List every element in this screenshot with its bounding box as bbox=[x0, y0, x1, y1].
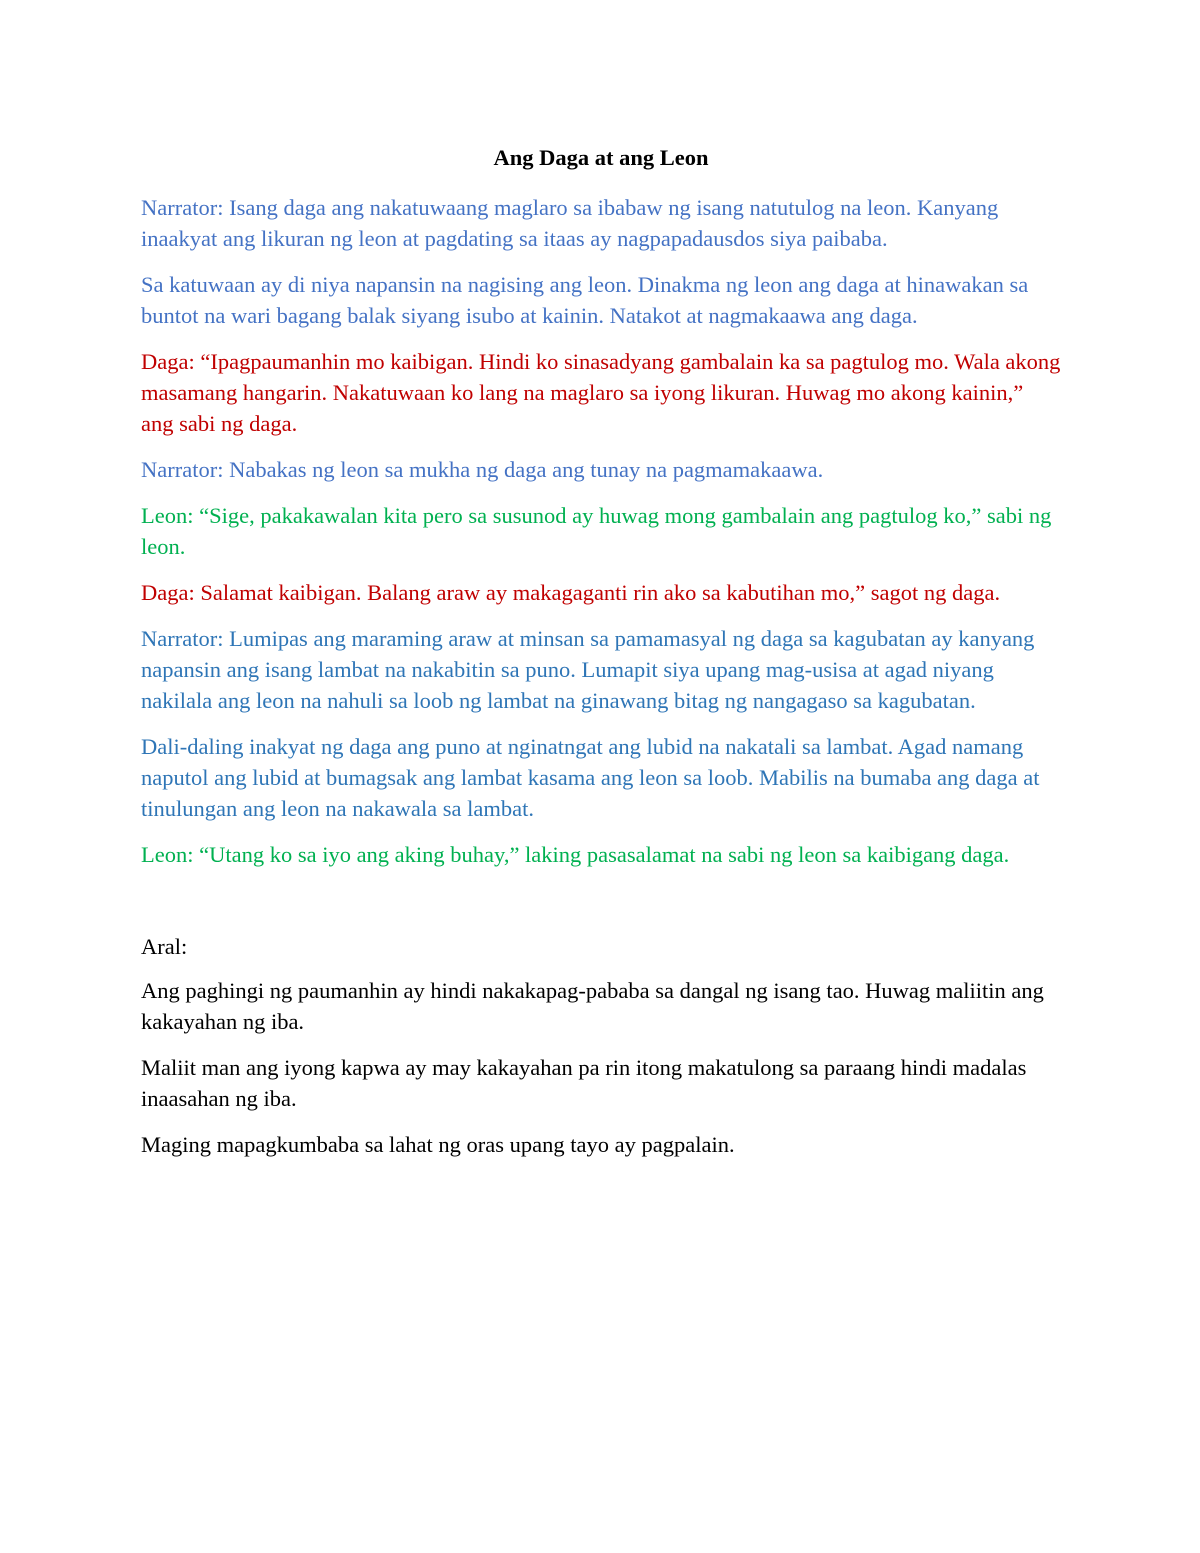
aral-paragraph-3: Maging mapagkumbaba sa lahat ng oras upang tayo ay pagpalain. bbox=[141, 1132, 735, 1157]
aral-heading: Aral: bbox=[141, 934, 188, 959]
section-spacer bbox=[141, 885, 1061, 931]
story-paragraph-leon-1: Leon: “Sige, pakakawalan kita pero sa susunod ay huwag mong gambalain ang pagtulog ko,” sabi ng leon. bbox=[141, 503, 1052, 559]
document-title: Ang Daga at ang Leon bbox=[493, 145, 709, 170]
story-paragraph-daga-2: Daga: Salamat kaibigan. Balang araw ay makagaganti rin ako sa kabutihan mo,” sagot ng daga. bbox=[141, 580, 1001, 605]
story-paragraph-narrator-1: Narrator: Isang daga ang nakatuwaang maglaro sa ibabaw ng isang natutulog na leon. Kanyang inaakyat ang likuran ng leon at pagdating sa itaas ay nagpapadausdos siya paibaba. bbox=[141, 195, 999, 251]
aral-paragraph-2: Maliit man ang iyong kapwa ay may kakayahan pa rin itong makatulong sa paraang hindi madalas inaasahan ng iba. bbox=[141, 1055, 1027, 1111]
story-paragraph-narrator-4: Narrator: Lumipas ang maraming araw at minsan sa pamamasyal ng daga sa kagubatan ay kanyang napansin ang isang lambat na nakabitin sa puno. Lumapit siya upang mag-usisa at agad niyang nakilala ang leon na nahuli sa loob ng lambat na ginawang bitag ng nangagaso sa kagubatan. bbox=[141, 626, 1035, 713]
story-paragraph-narrator-3: Narrator: Nabakas ng leon sa mukha ng daga ang tunay na pagmamakaawa. bbox=[141, 457, 824, 482]
document-page bbox=[141, 140, 1061, 1175]
story-paragraph-leon-2: Leon: “Utang ko sa iyo ang aking buhay,” laking pasasalamat na sabi ng leon sa kaibigang daga. bbox=[141, 842, 1010, 867]
aral-paragraph-1: Ang paghingi ng paumanhin ay hindi nakakapag-pababa sa dangal ng isang tao. Huwag maliitin ang kakayahan ng iba. bbox=[141, 978, 1044, 1034]
story-paragraph-narration-2: Sa katuwaan ay di niya napansin na nagising ang leon. Dinakma ng leon ang daga at hinawakan sa buntot na wari bagang balak siyang isubo at kainin. Natakot at nagmakaawa ang daga. bbox=[141, 272, 1029, 328]
story-paragraph-narration-5: Dali-daling inakyat ng daga ang puno at nginatngat ang lubid na nakatali sa lambat. Agad namang naputol ang lubid at bumagsak ang lambat kasama ang leon sa loob. Mabilis na bumaba ang daga at tinulungan ang leon na nakawala sa lambat. bbox=[141, 734, 1040, 821]
story-paragraph-daga-1: Daga: “Ipagpaumanhin mo kaibigan. Hindi ko sinasadyang gambalain ka sa pagtulog mo. Wala akong masamang hangarin. Nakatuwaan ko lang na maglaro sa iyong likuran. Huwag mo akong kainin,” ang sabi ng daga. bbox=[141, 349, 1061, 436]
